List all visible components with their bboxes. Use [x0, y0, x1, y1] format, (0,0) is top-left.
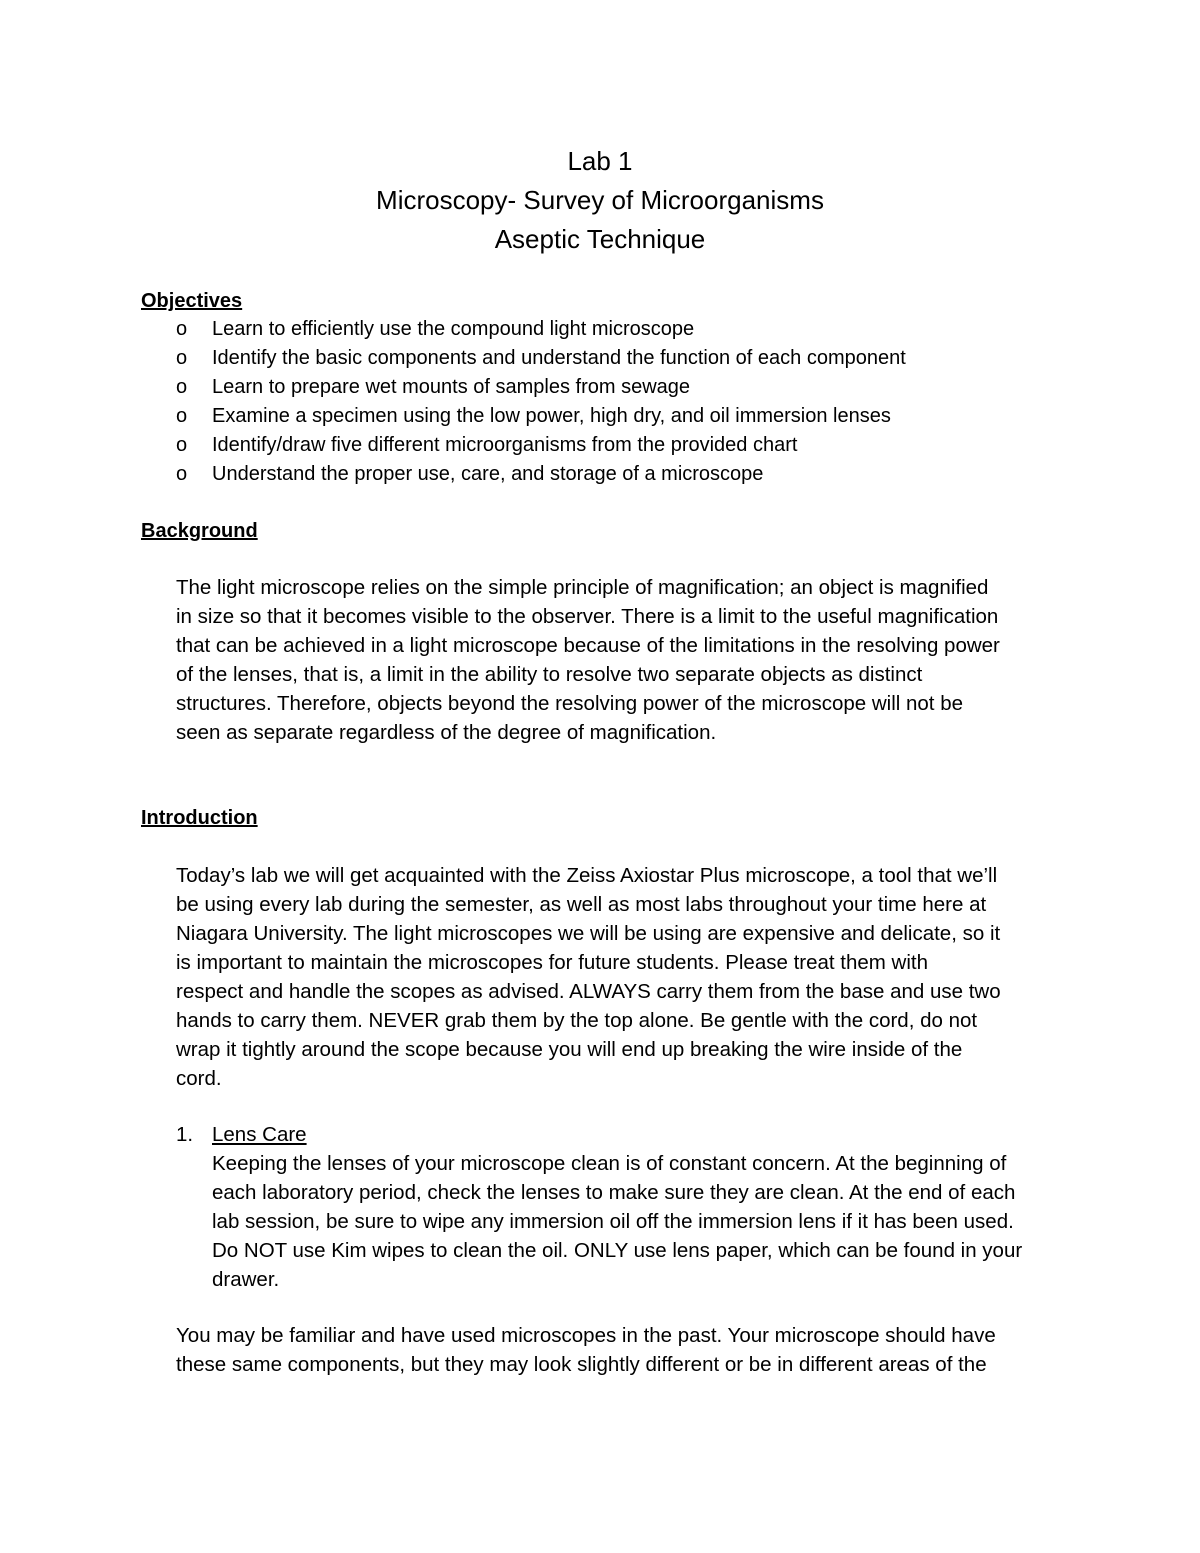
lab-subject-title: Microscopy- Survey of Microorganisms: [376, 185, 824, 215]
list-item: [0, 460, 1200, 489]
paragraph-line: hands to carry them. NEVER grab them by the top alone. Be gentle with the cord, do not: [176, 1009, 978, 1032]
background-paragraph: [176, 573, 1000, 747]
objective-text: Learn to efficiently use the compound light microscope: [212, 318, 695, 340]
paragraph-line: Niagara University. The light microscopes we will be using are expensive and delicate, so it: [176, 922, 1001, 945]
paragraph-line: Do NOT use Kim wipes to clean the oil. ONLY use lens paper, which can be found in your: [212, 1239, 1023, 1262]
lab-technique-title: Aseptic Technique: [494, 224, 706, 254]
list-item: [0, 373, 1200, 402]
paragraph-line: lab session, be sure to wipe any immersion oil off the immersion lens if it has been used.: [212, 1210, 1014, 1233]
objective-text: Identify/draw five different microorganisms from the provided chart: [212, 434, 798, 456]
paragraph-line: seen as separate regardless of the degree of magnification.: [176, 721, 717, 744]
title-block: [0, 142, 1200, 259]
bullet-icon: o: [176, 434, 188, 456]
introduction-paragraph: [176, 861, 1001, 1093]
lens-care-title: Lens Care: [212, 1123, 307, 1146]
list-item: [0, 344, 1200, 373]
paragraph-line: You may be familiar and have used microscopes in the past. Your microscope should have: [176, 1324, 996, 1347]
paragraph-line: these same components, but they may look slightly different or be in different areas of the: [176, 1353, 987, 1376]
list-item: [0, 402, 1200, 431]
objective-text: Identify the basic components and understand the function of each component: [212, 347, 906, 369]
bullet-icon: o: [176, 405, 188, 427]
objectives-heading: Objectives: [141, 290, 243, 312]
introduction-heading: Introduction: [141, 807, 258, 829]
paragraph-line: Keeping the lenses of your microscope clean is of constant concern. At the beginning of: [212, 1152, 1007, 1175]
objective-text: Understand the proper use, care, and storage of a microscope: [212, 463, 764, 485]
lens-care-paragraph: [212, 1149, 1022, 1294]
lens-care-number: 1.: [176, 1123, 194, 1146]
paragraph-line: structures. Therefore, objects beyond the resolving power of the microscope will not be: [176, 692, 963, 715]
paragraph-line: respect and handle the scopes as advised. ALWAYS carry them from the base and use two: [176, 980, 1001, 1003]
paragraph-line: that can be achieved in a light microscope because of the limitations in the resolving power: [176, 634, 1000, 657]
paragraph-line: Today’s lab we will get acquainted with the Zeiss Axiostar Plus microscope, a tool that we’ll: [176, 864, 998, 887]
paragraph-line: is important to maintain the microscopes for future students. Please treat them with: [176, 951, 929, 974]
paragraph-line: of the lenses, that is, a limit in the ability to resolve two separate objects as distinct: [176, 663, 923, 686]
bullet-icon: o: [176, 376, 188, 398]
lab-number-title: Lab 1: [567, 146, 633, 176]
background-heading: Background: [141, 520, 258, 542]
list-item: [0, 315, 1200, 344]
paragraph-line: drawer.: [212, 1268, 280, 1291]
objective-text: Examine a specimen using the low power, high dry, and oil immersion lenses: [212, 405, 891, 427]
paragraph-line: The light microscope relies on the simple principle of magnification; an object is magnified: [176, 576, 989, 599]
paragraph-line: wrap it tightly around the scope because you will end up breaking the wire inside of the: [176, 1038, 963, 1061]
objective-text: Learn to prepare wet mounts of samples from sewage: [212, 376, 691, 398]
paragraph-line: each laboratory period, check the lenses to make sure they are clean. At the end of each: [212, 1181, 1016, 1204]
bullet-icon: o: [176, 318, 188, 340]
closing-paragraph: [176, 1321, 996, 1379]
objectives-list: [0, 315, 1200, 489]
paragraph-line: in size so that it becomes visible to the observer. There is a limit to the useful magnification: [176, 605, 999, 628]
paragraph-line: be using every lab during the semester, as well as most labs throughout your time here at: [176, 893, 987, 916]
paragraph-line: cord.: [176, 1067, 222, 1090]
list-item: [0, 431, 1200, 460]
bullet-icon: o: [176, 463, 188, 485]
bullet-icon: o: [176, 347, 188, 369]
